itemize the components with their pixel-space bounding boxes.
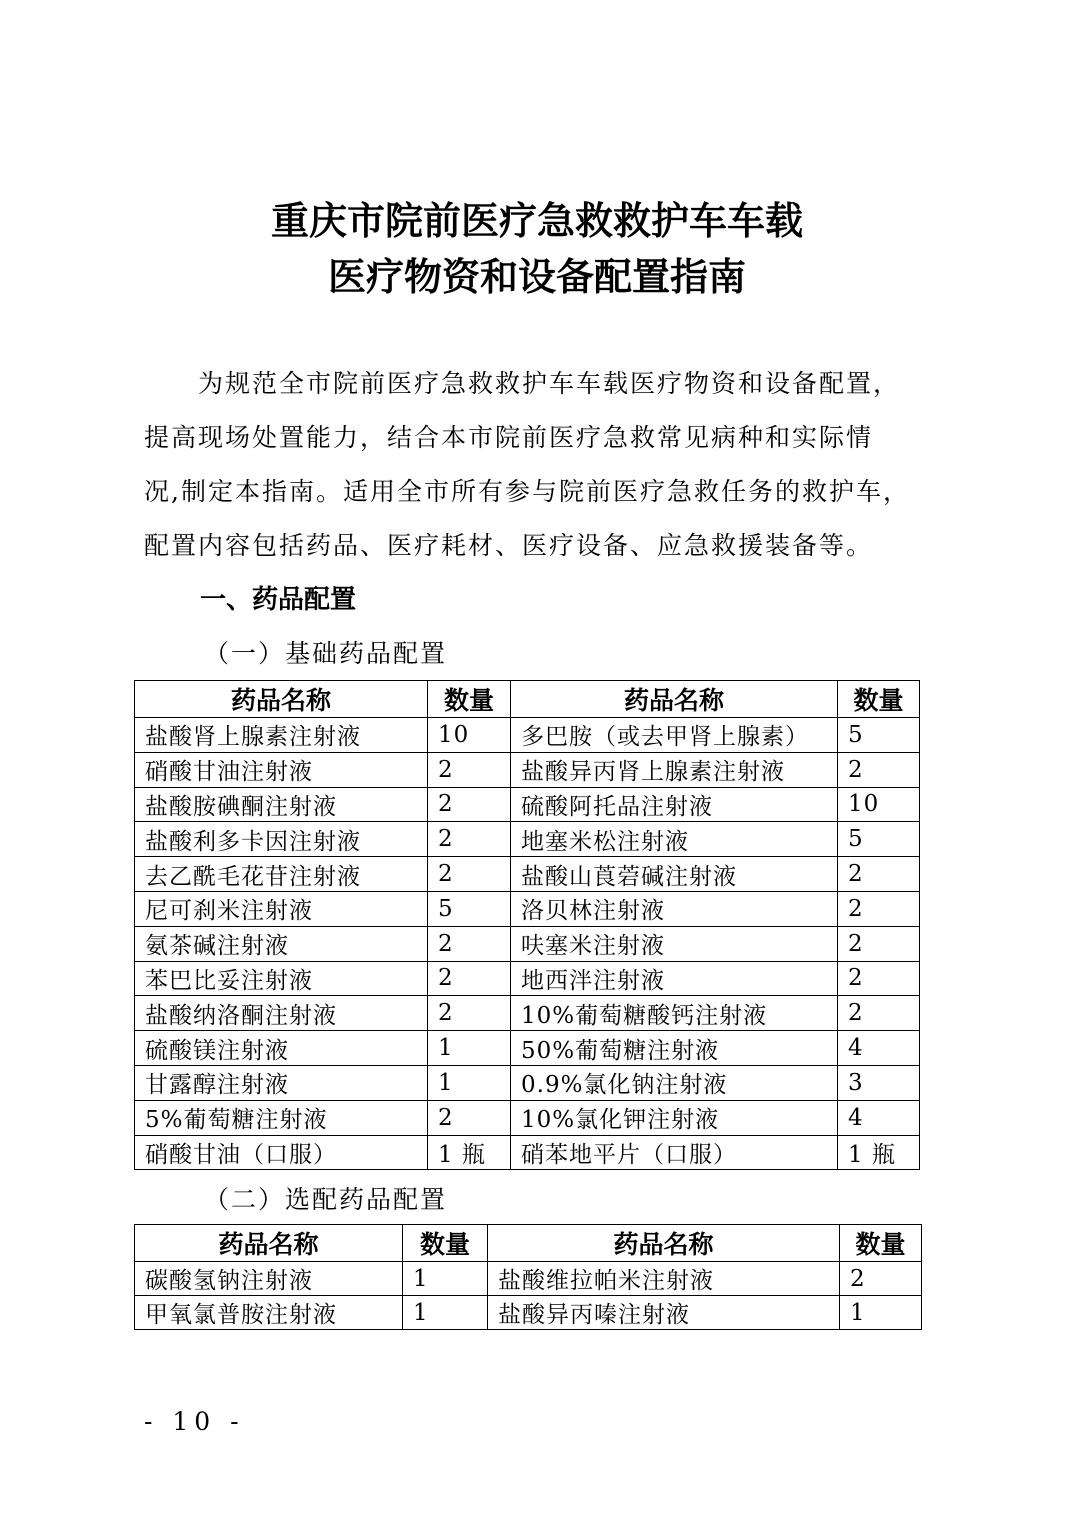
table-row bbox=[135, 1135, 920, 1170]
quantity-cell: 2 bbox=[428, 752, 511, 787]
quantity-cell: 1 bbox=[428, 1065, 511, 1100]
quantity-cell: 4 bbox=[838, 1100, 920, 1135]
quantity-cell: 1 bbox=[403, 1262, 488, 1296]
optional-drugs-table bbox=[134, 1224, 922, 1330]
quantity-cell: 2 bbox=[428, 996, 511, 1031]
table-row bbox=[135, 926, 920, 961]
drug-name-cell: 盐酸异丙嗪注射液 bbox=[488, 1296, 840, 1330]
column-header-drug-name: 药品名称 bbox=[135, 1225, 403, 1262]
quantity-cell: 1 瓶 bbox=[428, 1135, 511, 1170]
table-row bbox=[135, 1065, 920, 1100]
quantity-cell: 3 bbox=[838, 1065, 920, 1100]
table-row bbox=[135, 1031, 920, 1066]
quantity-cell: 10 bbox=[838, 787, 920, 822]
quantity-cell: 2 bbox=[428, 926, 511, 961]
intro-line: 配置内容包括药品、医疗耗材、医疗设备、应急救援装备等。 bbox=[144, 531, 874, 560]
column-header-quantity: 数量 bbox=[840, 1225, 922, 1262]
drug-name-cell: 硝酸甘油（口服） bbox=[135, 1135, 428, 1170]
drug-name-cell: 盐酸利多卡因注射液 bbox=[135, 822, 428, 857]
quantity-cell: 2 bbox=[428, 857, 511, 892]
quantity-cell: 2 bbox=[428, 1100, 511, 1135]
table-row bbox=[135, 996, 920, 1031]
subsection-heading-optional-drugs: （二）选配药品配置 bbox=[204, 1185, 448, 1214]
drug-name-cell: 盐酸肾上腺素注射液 bbox=[135, 718, 428, 753]
intro-line: 为规范全市院前医疗急救救护车车载医疗物资和设备配置， bbox=[144, 369, 901, 398]
quantity-cell: 5 bbox=[428, 891, 511, 926]
quantity-cell: 2 bbox=[838, 996, 920, 1031]
table-row bbox=[135, 1100, 920, 1135]
table-header-row bbox=[135, 1225, 922, 1262]
drug-name-cell: 去乙酰毛花苷注射液 bbox=[135, 857, 428, 892]
drug-name-cell: 甘露醇注射液 bbox=[135, 1065, 428, 1100]
intro-line: 况,制定本指南。适用全市所有参与院前医疗急救任务的救护车， bbox=[144, 477, 910, 506]
document-title-line-1: 重庆市院前医疗急救救护车车载 bbox=[270, 199, 803, 243]
drug-name-cell: 50%葡萄糖注射液 bbox=[511, 1031, 838, 1066]
quantity-cell: 5 bbox=[838, 822, 920, 857]
optional-drugs-body bbox=[135, 1262, 922, 1330]
table-row bbox=[135, 752, 920, 787]
quantity-cell: 2 bbox=[428, 787, 511, 822]
drug-name-cell: 硫酸阿托品注射液 bbox=[511, 787, 838, 822]
basic-drugs-table bbox=[134, 680, 920, 1170]
table-row bbox=[135, 1296, 922, 1330]
column-header-drug-name: 药品名称 bbox=[511, 681, 838, 718]
table-header-row bbox=[135, 681, 920, 718]
drug-name-cell: 盐酸异丙肾上腺素注射液 bbox=[511, 752, 838, 787]
drug-name-cell: 洛贝林注射液 bbox=[511, 891, 838, 926]
drug-name-cell: 苯巴比妥注射液 bbox=[135, 961, 428, 996]
column-header-quantity: 数量 bbox=[428, 681, 511, 718]
drug-name-cell: 呋塞米注射液 bbox=[511, 926, 838, 961]
drug-name-cell: 5%葡萄糖注射液 bbox=[135, 1100, 428, 1135]
column-header-quantity: 数量 bbox=[838, 681, 920, 718]
drug-name-cell: 盐酸山莨菪碱注射液 bbox=[511, 857, 838, 892]
drug-name-cell: 10%葡萄糖酸钙注射液 bbox=[511, 996, 838, 1031]
table-row bbox=[135, 961, 920, 996]
quantity-cell: 1 bbox=[428, 1031, 511, 1066]
drug-name-cell: 盐酸胺碘酮注射液 bbox=[135, 787, 428, 822]
drug-name-cell: 氨茶碱注射液 bbox=[135, 926, 428, 961]
drug-name-cell: 盐酸纳洛酮注射液 bbox=[135, 996, 428, 1031]
quantity-cell: 2 bbox=[838, 961, 920, 996]
drug-name-cell: 硝苯地平片（口服） bbox=[511, 1135, 838, 1170]
drug-name-cell: 碳酸氢钠注射液 bbox=[135, 1262, 403, 1296]
quantity-cell: 5 bbox=[838, 718, 920, 753]
section-heading-drug-config: 一、药品配置 bbox=[200, 585, 357, 615]
drug-name-cell: 地西泮注射液 bbox=[511, 961, 838, 996]
quantity-cell: 1 瓶 bbox=[838, 1135, 920, 1170]
drug-name-cell: 10%氯化钾注射液 bbox=[511, 1100, 838, 1135]
quantity-cell: 2 bbox=[838, 857, 920, 892]
column-header-quantity: 数量 bbox=[403, 1225, 488, 1262]
quantity-cell: 10 bbox=[428, 718, 511, 753]
quantity-cell: 2 bbox=[838, 752, 920, 787]
quantity-cell: 2 bbox=[838, 926, 920, 961]
quantity-cell: 2 bbox=[838, 891, 920, 926]
table-row bbox=[135, 891, 920, 926]
intro-line: 提高现场处置能力，结合本市院前医疗急救常见病种和实际情 bbox=[144, 423, 874, 452]
drug-name-cell: 地塞米松注射液 bbox=[511, 822, 838, 857]
subsection-heading-basic-drugs: （一）基础药品配置 bbox=[204, 639, 448, 668]
table-row bbox=[135, 718, 920, 753]
quantity-cell: 1 bbox=[840, 1296, 922, 1330]
quantity-cell: 2 bbox=[840, 1262, 922, 1296]
quantity-cell: 2 bbox=[428, 961, 511, 996]
column-header-drug-name: 药品名称 bbox=[135, 681, 428, 718]
document-title-line-2: 医疗物资和设备配置指南 bbox=[327, 255, 746, 299]
table-row bbox=[135, 787, 920, 822]
drug-name-cell: 多巴胺（或去甲肾上腺素） bbox=[511, 718, 838, 753]
quantity-cell: 4 bbox=[838, 1031, 920, 1066]
quantity-cell: 2 bbox=[428, 822, 511, 857]
intro-paragraph bbox=[144, 357, 944, 573]
page-number: - 10 - bbox=[144, 1407, 245, 1436]
drug-name-cell: 盐酸维拉帕米注射液 bbox=[488, 1262, 840, 1296]
table-row bbox=[135, 822, 920, 857]
quantity-cell: 1 bbox=[403, 1296, 488, 1330]
basic-drugs-body bbox=[135, 718, 920, 1170]
column-header-drug-name: 药品名称 bbox=[488, 1225, 840, 1262]
table-row bbox=[135, 857, 920, 892]
drug-name-cell: 尼可刹米注射液 bbox=[135, 891, 428, 926]
table-row bbox=[135, 1262, 922, 1296]
drug-name-cell: 0.9%氯化钠注射液 bbox=[511, 1065, 838, 1100]
drug-name-cell: 硫酸镁注射液 bbox=[135, 1031, 428, 1066]
drug-name-cell: 硝酸甘油注射液 bbox=[135, 752, 428, 787]
drug-name-cell: 甲氧氯普胺注射液 bbox=[135, 1296, 403, 1330]
